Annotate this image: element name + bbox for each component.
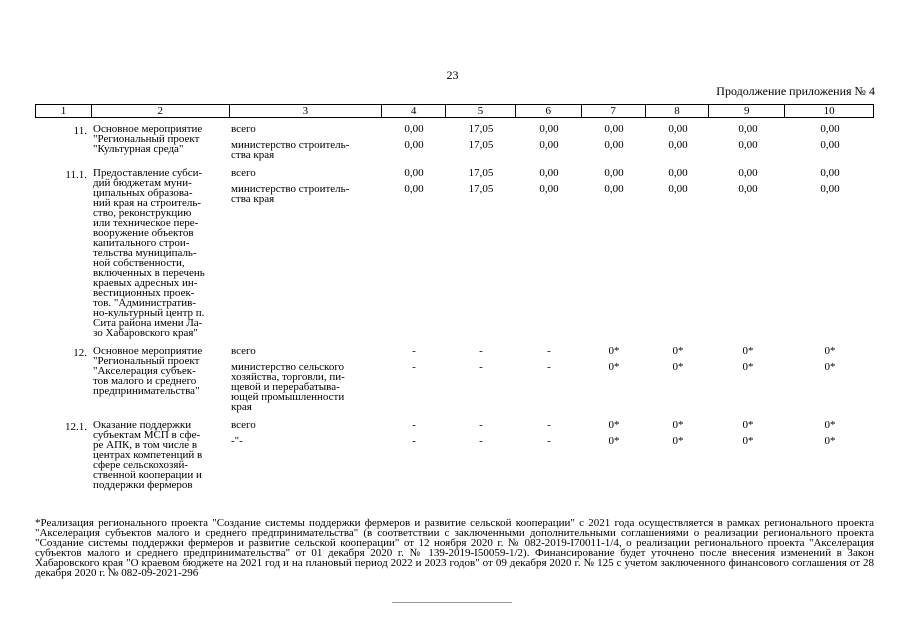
row-number: 11.: [73, 125, 87, 137]
page-number: 23: [446, 68, 459, 82]
value-cell: 0*: [608, 361, 620, 373]
value-cell: -: [547, 419, 551, 431]
value-cell: 0*: [742, 361, 754, 373]
value-cell: 0,00: [539, 167, 559, 179]
value-cell: -: [479, 419, 483, 431]
value-cell: 0,00: [668, 167, 688, 179]
measure-name-line: Основное мероприятие: [93, 345, 203, 357]
value-cell: -: [479, 435, 483, 447]
measure-name-line: вестиционных проек-: [93, 287, 195, 299]
row-subrows: [229, 168, 874, 338]
value-cell: 0*: [672, 345, 684, 357]
executor-line: министерство сельского: [231, 361, 345, 373]
measure-name-line: "Акселерация субъек-: [93, 365, 196, 377]
value-cell: 0*: [742, 435, 754, 447]
measure-name-line: предпринимательства": [93, 385, 200, 397]
value-cell: 0,00: [820, 123, 840, 135]
table-row: [35, 168, 874, 338]
value-cell: 0,00: [738, 139, 758, 151]
measure-name-line: ственной кооперации и: [93, 469, 202, 481]
measure-name-line: тов. "Административ-: [93, 297, 196, 309]
measure-name: [91, 420, 229, 490]
value-cell: -: [412, 345, 416, 357]
measure-name-line: ство, реконструкцию: [93, 207, 192, 219]
value-cell: 0,00: [738, 183, 758, 195]
executor-line: всего: [231, 345, 256, 357]
measure-name-line: Оказание поддержки: [93, 419, 192, 431]
executor-line: ства края: [231, 193, 275, 205]
executor: [229, 362, 382, 412]
value-cell: 0*: [672, 419, 684, 431]
executor: [229, 436, 382, 446]
row-gap: [35, 490, 874, 498]
value-cell: 0*: [824, 361, 836, 373]
value-cell: 0,00: [404, 167, 424, 179]
measure-name-line: "Региональный проект: [93, 133, 200, 145]
executor-line: хозяйства, торговли, пи-: [231, 371, 345, 383]
sub-row: [229, 140, 874, 160]
value-cell: 0,00: [738, 123, 758, 135]
measure-name-line: тельства муниципаль-: [93, 247, 197, 259]
row-number: 12.1.: [65, 421, 87, 433]
measure-name-line: краевых адресных ин-: [93, 277, 198, 289]
value-cell: -: [412, 435, 416, 447]
executor-line: щевой и перерабатыва-: [231, 381, 340, 393]
measure-name-line: сфере сельскохозяй-: [93, 459, 188, 471]
measure-name-line: Основное мероприятие: [93, 123, 203, 135]
value-cell: 0,00: [738, 167, 758, 179]
table-header: [35, 104, 874, 118]
value-cell: 0,00: [668, 123, 688, 135]
measure-name-line: Предоставление субси-: [93, 167, 203, 179]
sub-row: [229, 346, 874, 362]
executor-line: ства края: [231, 149, 275, 161]
table-row: [35, 124, 874, 160]
executor: [229, 124, 382, 140]
measure-name-line: субъектам МСП в сфе-: [93, 429, 201, 441]
value-cell: -: [547, 345, 551, 357]
measure-name: [91, 168, 229, 338]
value-cell: 0*: [608, 345, 620, 357]
continuation-label: Продолжение приложения № 4: [716, 84, 875, 98]
measure-name-line: включенных в перечень: [93, 267, 205, 279]
executor-line: края: [231, 401, 252, 413]
measure-name-line: ной собственности,: [93, 257, 185, 269]
measure-name-line: "Культурная среда": [93, 143, 184, 155]
measure-name-line: ний края на строитель-: [93, 197, 202, 209]
header-col-1: 1: [36, 105, 92, 117]
measure-name-line: центрах компетенций в: [93, 449, 203, 461]
value-cell: 0,00: [604, 183, 624, 195]
value-cell: 0*: [608, 419, 620, 431]
value-cell: 17,05: [468, 183, 494, 195]
executor: [229, 184, 382, 204]
measure-name-line: вооружение объектов: [93, 227, 194, 239]
value-cell: 0,00: [404, 183, 424, 195]
value-cell: 0,00: [668, 183, 688, 195]
header-col-5: 5: [446, 105, 516, 117]
sub-row: [229, 420, 874, 436]
measure-name-line: зо Хабаровского края": [93, 327, 198, 339]
value-cell: 17,05: [468, 167, 494, 179]
value-cell: 0*: [742, 419, 754, 431]
value-cell: 0,00: [668, 139, 688, 151]
measure-name-line: поддержки фермеров: [93, 479, 193, 491]
header-col-2: 2: [92, 105, 230, 117]
row-subrows: [229, 346, 874, 412]
bottom-rule: [392, 602, 512, 603]
header-col-9: 9: [709, 105, 785, 117]
measure-name-line: "Региональный проект: [93, 355, 200, 367]
value-cell: 0*: [824, 419, 836, 431]
table-body: [35, 124, 874, 498]
value-cell: 0,00: [539, 183, 559, 195]
header-col-10: 10: [823, 105, 835, 117]
value-cell: 0,00: [404, 139, 424, 151]
value-cell: 0*: [824, 435, 836, 447]
executor: [229, 140, 382, 160]
value-cell: 0*: [672, 435, 684, 447]
footnote: *Реализация регионального проекта "Создание системы поддержки фермеров и развитие сельской кооперации" с 2021 года осуществляется в рамках регионального проекта "Акселерация субъектов малого и среднего предпринимательства" (в соответствии с заключенными дополнительными соглашениями о реализации регионального проекта "Создание системы поддержки фермеров и развитие сельской кооперации" от 12 ноября 2020 г. № 082-2019-I70011-1/4, о реализации регионального проекта "Акселерация субъектов малого и среднего предпринимательства" от 01 декабря 2020 г. № 139-2019-I50059-1/2). Финансирование будет уточнено после внесения изменений в Закон Хабаровского края "О краевом бюджете на 2021 год и на плановый период 2022 и 2023 годов" от 09 декабря 2020 г. № 125 с учетом заключенного финансового соглашения от 28 декабря 2020 г. № 082-09-2021-296: [35, 517, 874, 579]
sub-row: [229, 362, 874, 412]
value-cell: -: [412, 361, 416, 373]
value-cell: -: [547, 435, 551, 447]
measure-name-line: или техническое пере-: [93, 217, 199, 229]
value-cell: 0,00: [604, 123, 624, 135]
measure-name-line: тов малого и среднего: [93, 375, 197, 387]
sub-row: [229, 124, 874, 140]
row-subrows: [229, 124, 874, 160]
header-col-3: 3: [230, 105, 383, 117]
row-subrows: [229, 420, 874, 490]
table-row: [35, 420, 874, 490]
value-cell: -: [547, 361, 551, 373]
sub-row: [229, 436, 874, 446]
measure-name: [91, 346, 229, 412]
measure-name-line: Сита района имени Ла-: [93, 317, 203, 329]
value-cell: 0*: [742, 345, 754, 357]
value-cell: 0,00: [539, 123, 559, 135]
value-cell: 0,00: [820, 183, 840, 195]
executor-line: ющей промышленности: [231, 391, 345, 403]
table-row: [35, 346, 874, 412]
value-cell: -: [412, 419, 416, 431]
executor: [229, 420, 382, 436]
sub-row: [229, 184, 874, 204]
executor: [229, 346, 382, 362]
executor-line: всего: [231, 167, 256, 179]
value-cell: 17,05: [468, 139, 494, 151]
executor-line: министерство строитель-: [231, 183, 350, 195]
value-cell: 0,00: [539, 139, 559, 151]
header-col-7: 7: [582, 105, 646, 117]
measure-name-line: дий бюджетам муни-: [93, 177, 192, 189]
value-cell: 0,00: [820, 167, 840, 179]
executor-line: всего: [231, 123, 256, 135]
measure-name: [91, 124, 229, 160]
value-cell: 0*: [824, 345, 836, 357]
value-cell: 0,00: [604, 139, 624, 151]
value-cell: 0*: [608, 435, 620, 447]
measure-name-line: капитального строи-: [93, 237, 190, 249]
measure-name-line: ципальных образова-: [93, 187, 193, 199]
executor-line: всего: [231, 419, 256, 431]
value-cell: 0*: [672, 361, 684, 373]
value-cell: -: [479, 361, 483, 373]
value-cell: 17,05: [468, 123, 494, 135]
value-cell: 0,00: [604, 167, 624, 179]
executor: [229, 168, 382, 184]
executor-line: -"-: [231, 435, 243, 447]
value-cell: 0,00: [404, 123, 424, 135]
header-col-6: 6: [516, 105, 582, 117]
value-cell: -: [479, 345, 483, 357]
row-number: 12.: [73, 347, 87, 359]
row-number: 11.1.: [65, 169, 87, 181]
header-col-4: 4: [382, 105, 446, 117]
sub-row: [229, 168, 874, 184]
header-col-8: 8: [646, 105, 710, 117]
measure-name-line: но-культурный центр п.: [93, 307, 205, 319]
executor-line: министерство строитель-: [231, 139, 350, 151]
value-cell: 0,00: [820, 139, 840, 151]
measure-name-line: ре АПК, в том числе в: [93, 439, 198, 451]
